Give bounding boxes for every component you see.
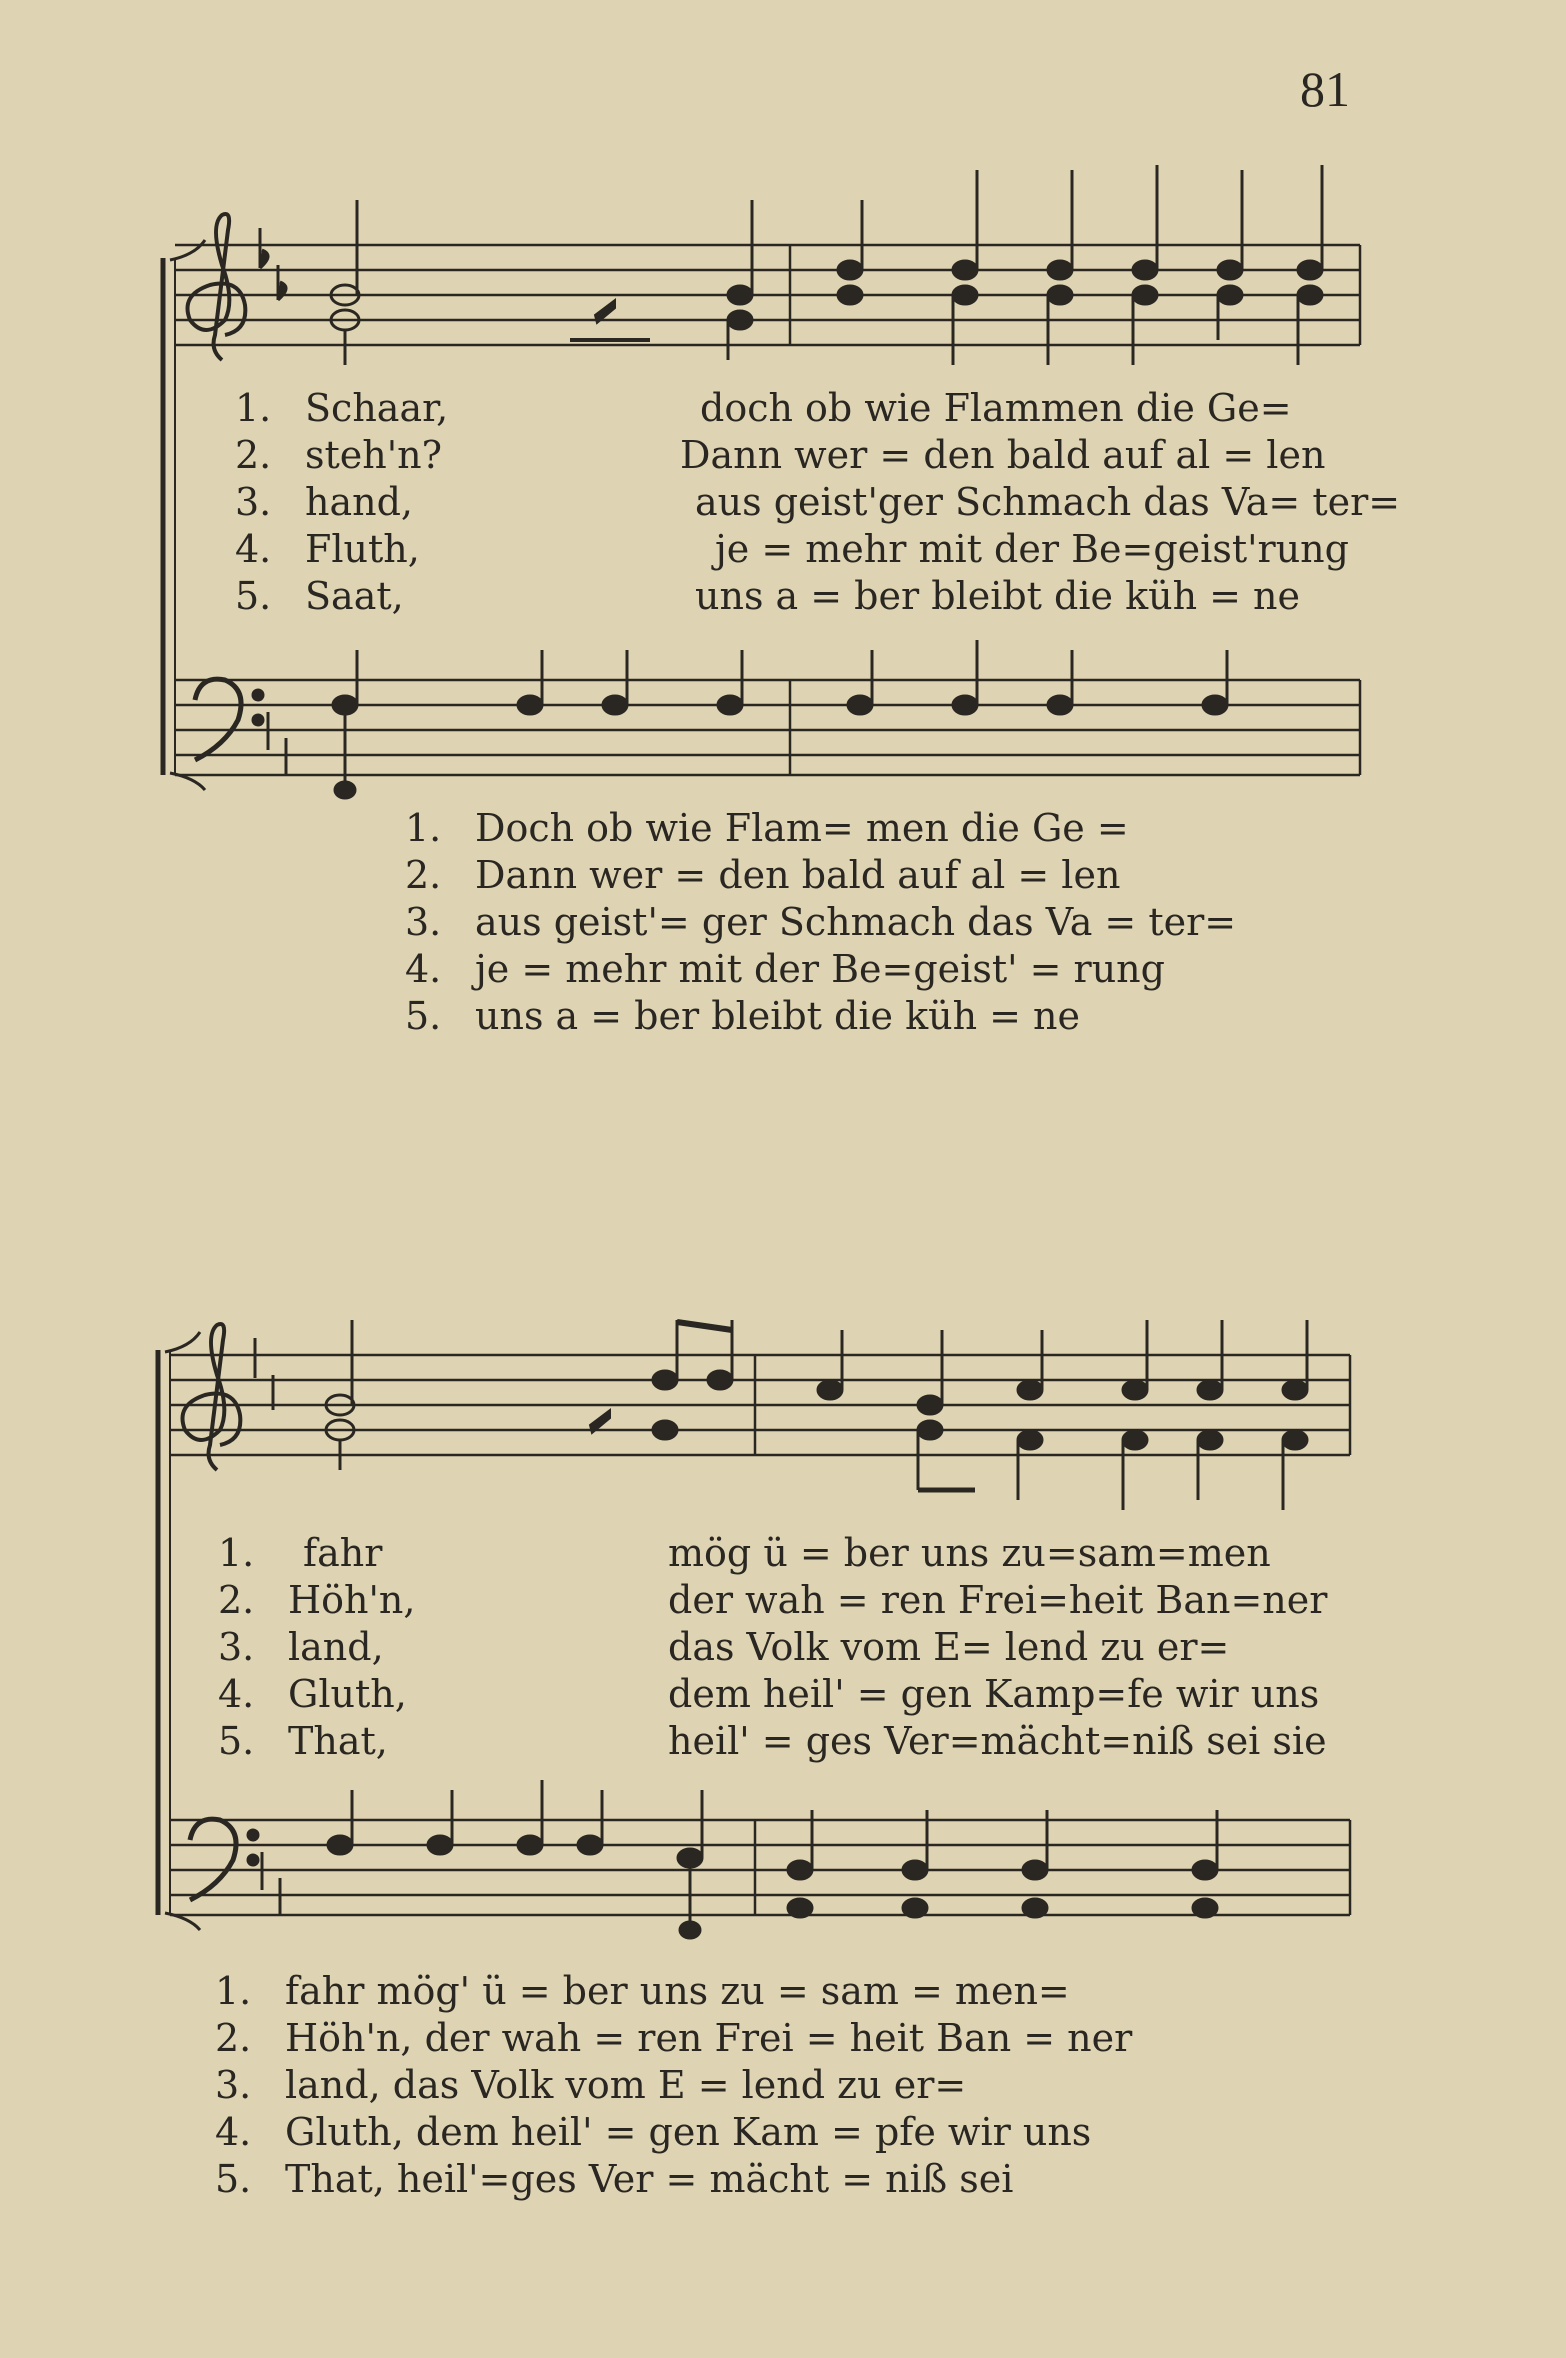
lyric-text: dem heil' = gen Kamp=fe wir uns	[668, 1672, 1320, 1716]
verse-number: 4.	[218, 1672, 255, 1716]
bass-clef-1	[195, 679, 262, 760]
key-signature-bass-2	[262, 1852, 280, 1915]
verse-number: 5.	[405, 994, 442, 1038]
key-signature-bass-1	[268, 712, 286, 775]
verse-number: 1.	[218, 1531, 255, 1575]
page-number: 81	[1300, 61, 1350, 117]
lyric-text: land, das Volk vom E = lend zu er=	[285, 2063, 967, 2107]
verse-number: 1.	[235, 386, 272, 430]
lyric-text: That, heil'=ges Ver = mächt = niß sei	[285, 2157, 1014, 2201]
verse-number: 3.	[405, 900, 442, 944]
lyric-text: aus geist'ger Schmach das Va= ter=	[695, 480, 1401, 524]
lyric-first-word: hand,	[305, 480, 414, 524]
lyric-first-word: That,	[288, 1719, 388, 1763]
lyric-line	[235, 432, 1365, 479]
verse-number: 2.	[405, 853, 442, 897]
verse-number: 2.	[218, 1578, 255, 1622]
key-signature-1	[260, 228, 286, 300]
lyric-line	[215, 1968, 1345, 2015]
lyric-text: Dann wer = den bald auf al = len	[680, 433, 1326, 477]
lyric-line	[218, 1624, 1358, 1671]
lyric-text: je = mehr mit der Be=geist' = rung	[475, 947, 1165, 991]
lyric-line	[215, 2062, 1345, 2109]
system-1-bass-staff	[175, 680, 1360, 775]
lyric-text: je = mehr mit der Be=geist'rung	[715, 527, 1349, 571]
lyric-line	[405, 805, 1305, 852]
lyric-line	[235, 479, 1401, 526]
lyric-text: der wah = ren Frei=heit Ban=ner	[668, 1578, 1328, 1622]
system-1-bracket	[163, 240, 205, 790]
verse-number: 4.	[235, 527, 272, 571]
lyric-first-word: land,	[288, 1625, 384, 1669]
lyric-text: mög ü = ber uns zu=sam=men	[668, 1531, 1271, 1575]
system-1-treble-lyrics	[235, 385, 1401, 620]
lyric-first-word: Fluth,	[305, 527, 420, 571]
lyric-line	[405, 852, 1305, 899]
verse-number: 5.	[235, 574, 272, 618]
system-2-bracket	[158, 1332, 200, 1930]
lyric-text: Doch ob wie Flam= men die Ge =	[475, 806, 1129, 850]
verse-number: 1.	[215, 1969, 252, 2013]
verse-number: 5.	[215, 2157, 252, 2201]
lyric-text: uns a = ber bleibt die küh = ne	[475, 994, 1081, 1038]
verse-number: 5.	[218, 1719, 255, 1763]
lyric-text: fahr mög' ü = ber uns zu = sam = men=	[285, 1969, 1070, 2013]
key-signature-2	[255, 1338, 273, 1410]
verse-number: 3.	[215, 2063, 252, 2107]
lyric-line	[215, 2015, 1345, 2062]
lyric-text: Höh'n, der wah = ren Frei = heit Ban = ner	[285, 2016, 1133, 2060]
system-2-treble-lyrics	[218, 1530, 1358, 1765]
lyric-line	[215, 2156, 1345, 2203]
lyric-text: doch ob wie Flammen die Ge=	[700, 386, 1292, 430]
lyric-text: aus geist'= ger Schmach das Va = ter=	[475, 900, 1237, 944]
treble-clef-2	[183, 1324, 241, 1470]
lyric-first-word: Gluth,	[288, 1672, 407, 1716]
system-2-bass-lyrics	[215, 1968, 1345, 2203]
lyric-line	[405, 899, 1305, 946]
lyric-first-word: steh'n?	[305, 433, 443, 477]
lyric-first-word: Höh'n,	[288, 1578, 416, 1622]
lyric-line	[218, 1530, 1358, 1577]
verse-number: 2.	[215, 2016, 252, 2060]
lyric-text: Gluth, dem heil' = gen Kam = pfe wir uns	[285, 2110, 1092, 2154]
system-2-bass-staff	[170, 1820, 1350, 1915]
system-2-treble-notes	[326, 1320, 1307, 1510]
lyric-text: uns a = ber bleibt die küh = ne	[695, 574, 1301, 618]
lyric-line	[235, 526, 1365, 573]
verse-number: 4.	[405, 947, 442, 991]
verse-number: 4.	[215, 2110, 252, 2154]
lyric-line	[235, 573, 1365, 620]
verse-number: 3.	[235, 480, 272, 524]
verse-number: 2.	[235, 433, 272, 477]
lyric-text: Dann wer = den bald auf al = len	[475, 853, 1121, 897]
lyric-line	[215, 2109, 1345, 2156]
lyric-line	[405, 946, 1305, 993]
lyric-first-word: fahr	[303, 1531, 383, 1575]
verse-number: 1.	[405, 806, 442, 850]
lyric-first-word: Schaar,	[305, 386, 449, 430]
system-1-bass-lyrics	[405, 805, 1305, 1040]
lyric-line	[405, 993, 1305, 1040]
lyric-line	[218, 1577, 1358, 1624]
bass-clef-2	[190, 1819, 257, 1900]
lyric-line	[218, 1671, 1358, 1718]
lyric-text: das Volk vom E= lend zu er=	[668, 1625, 1230, 1669]
lyric-line	[235, 385, 1365, 432]
lyric-text: heil' = ges Ver=mächt=niß sei sie	[668, 1719, 1327, 1763]
lyric-line	[218, 1718, 1358, 1765]
treble-clef-1	[188, 214, 246, 360]
verse-number: 3.	[218, 1625, 255, 1669]
lyric-first-word: Saat,	[305, 574, 404, 618]
system-1-treble-notes	[331, 165, 1322, 365]
